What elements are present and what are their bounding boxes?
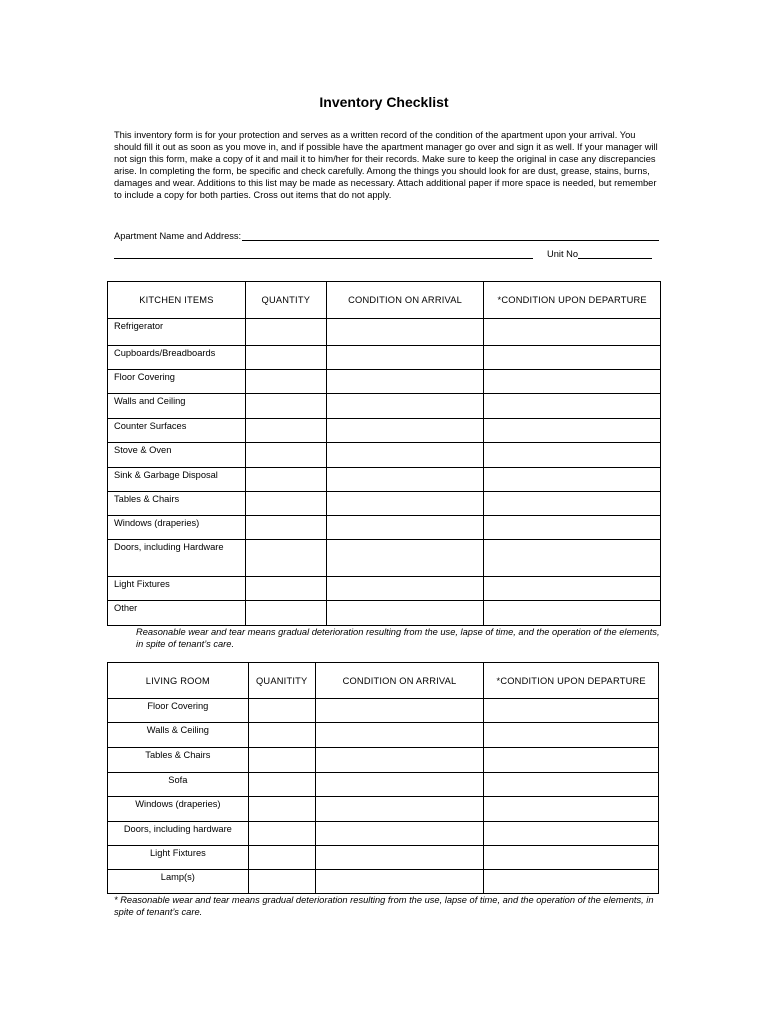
kitchen-item-label: Light Fixtures (108, 577, 246, 601)
kitchen-arrival-condition-cell[interactable] (326, 577, 484, 601)
living-header-cell: LIVING ROOM (108, 663, 249, 699)
kitchen-arrival-condition-cell[interactable] (326, 419, 484, 443)
kitchen-header-cell: *CONDITION UPON DEPARTURE (484, 282, 661, 319)
living-header-cell: *CONDITION UPON DEPARTURE (484, 663, 659, 699)
kitchen-departure-condition-cell[interactable] (484, 443, 661, 468)
kitchen-arrival-condition-cell[interactable] (326, 319, 484, 346)
kitchen-item-label: Windows (draperies) (108, 516, 246, 540)
kitchen-quantity-cell[interactable] (245, 443, 326, 468)
kitchen-quantity-cell[interactable] (245, 468, 326, 492)
living-arrival-condition-cell[interactable] (315, 822, 484, 846)
kitchen-quantity-cell[interactable] (245, 419, 326, 443)
living-item-label: Windows (draperies) (108, 797, 249, 822)
kitchen-arrival-condition-cell[interactable] (326, 443, 484, 468)
kitchen-quantity-cell[interactable] (245, 577, 326, 601)
kitchen-item-label: Refrigerator (108, 319, 246, 346)
living-arrival-condition-cell[interactable] (315, 723, 484, 748)
living-row (108, 748, 659, 773)
kitchen-header-cell: KITCHEN ITEMS (108, 282, 246, 319)
kitchen-item-label: Counter Surfaces (108, 419, 246, 443)
living-arrival-condition-cell[interactable] (315, 773, 484, 797)
living-quantity-cell[interactable] (248, 846, 315, 870)
living-arrival-condition-cell[interactable] (315, 870, 484, 894)
living-departure-condition-cell[interactable] (484, 870, 659, 894)
living-item-label: Doors, including hardware (108, 822, 249, 846)
living-arrival-condition-cell[interactable] (315, 797, 484, 822)
living-departure-condition-cell[interactable] (484, 797, 659, 822)
address-unit-row[interactable] (114, 248, 659, 259)
living-item-label: Light Fixtures (108, 846, 249, 870)
kitchen-row (108, 468, 661, 492)
page-title: Inventory Checklist (319, 94, 449, 110)
kitchen-arrival-condition-cell[interactable] (326, 468, 484, 492)
living-row (108, 699, 659, 723)
living-header-row (108, 663, 659, 699)
living-quantity-cell[interactable] (248, 822, 315, 846)
kitchen-quantity-cell[interactable] (245, 370, 326, 394)
wear-and-tear-footnote: * Reasonable wear and tear means gradual deterioration resulting from the use, lapse of time, and the operation of the elements, in spite of tenant’s care. (114, 895, 654, 917)
kitchen-arrival-condition-cell[interactable] (326, 346, 484, 370)
kitchen-quantity-cell[interactable] (245, 540, 326, 577)
kitchen-quantity-cell[interactable] (245, 319, 326, 346)
living-arrival-condition-cell[interactable] (315, 846, 484, 870)
living-room-table (107, 662, 659, 894)
address-blank-line-2[interactable] (114, 248, 533, 259)
living-row (108, 723, 659, 748)
living-quantity-cell[interactable] (248, 699, 315, 723)
wear-and-tear-note: Reasonable wear and tear means gradual deterioration resulting from the use, lapse of time, and the operation of the elements, in spite of tenant’s care. (136, 627, 660, 649)
kitchen-departure-condition-cell[interactable] (484, 468, 661, 492)
kitchen-departure-condition-cell[interactable] (484, 540, 661, 577)
kitchen-row (108, 419, 661, 443)
living-departure-condition-cell[interactable] (484, 699, 659, 723)
living-row (108, 773, 659, 797)
kitchen-arrival-condition-cell[interactable] (326, 492, 484, 516)
kitchen-row (108, 601, 661, 626)
kitchen-arrival-condition-cell[interactable] (326, 601, 484, 626)
kitchen-row (108, 394, 661, 419)
kitchen-row (108, 540, 661, 577)
living-item-label: Sofa (108, 773, 249, 797)
kitchen-departure-condition-cell[interactable] (484, 419, 661, 443)
kitchen-quantity-cell[interactable] (245, 346, 326, 370)
kitchen-items-table (107, 281, 661, 626)
living-row (108, 797, 659, 822)
kitchen-departure-condition-cell[interactable] (484, 601, 661, 626)
address-blank-line[interactable] (242, 230, 659, 241)
kitchen-arrival-condition-cell[interactable] (326, 370, 484, 394)
kitchen-item-label: Tables & Chairs (108, 492, 246, 516)
living-item-label: Lamp(s) (108, 870, 249, 894)
kitchen-quantity-cell[interactable] (245, 394, 326, 419)
kitchen-item-label: Cupboards/Breadboards (108, 346, 246, 370)
kitchen-arrival-condition-cell[interactable] (326, 516, 484, 540)
kitchen-arrival-condition-cell[interactable] (326, 394, 484, 419)
kitchen-departure-condition-cell[interactable] (484, 492, 661, 516)
living-header-cell: QUANITITY (248, 663, 315, 699)
living-row (108, 870, 659, 894)
living-departure-condition-cell[interactable] (484, 846, 659, 870)
kitchen-arrival-condition-cell[interactable] (326, 540, 484, 577)
living-item-label: Floor Covering (108, 699, 249, 723)
living-quantity-cell[interactable] (248, 870, 315, 894)
living-arrival-condition-cell[interactable] (315, 699, 484, 723)
living-quantity-cell[interactable] (248, 723, 315, 748)
living-header-cell: CONDITION ON ARRIVAL (315, 663, 484, 699)
living-quantity-cell[interactable] (248, 748, 315, 773)
living-departure-condition-cell[interactable] (484, 773, 659, 797)
kitchen-header-cell: CONDITION ON ARRIVAL (326, 282, 484, 319)
intro-paragraph: This inventory form is for your protection and serves as a written record of the condition of the apartment upon your arrival. You should fill it out as soon as you move in, and if possible have the apartment manager go over and sign it as well. If your manager will not sign this form, make a copy of it and mail it to him/her for their records. Make sure to keep the original in case any discrepancies arise. In completing the form, be specific and check carefully. Among the things you should look for are dust, grease, stains, burns, damages and wear. Additions to this list may be made as necessary. Attach additional paper if more space is needed, but remember to include a copy for both parties. Cross out items that do not apply. (114, 130, 658, 200)
living-departure-condition-cell[interactable] (484, 723, 659, 748)
living-quantity-cell[interactable] (248, 773, 315, 797)
living-arrival-condition-cell[interactable] (315, 748, 484, 773)
living-quantity-cell[interactable] (248, 797, 315, 822)
kitchen-quantity-cell[interactable] (245, 492, 326, 516)
kitchen-departure-condition-cell[interactable] (484, 394, 661, 419)
kitchen-item-label: Stove & Oven (108, 443, 246, 468)
kitchen-departure-condition-cell[interactable] (484, 370, 661, 394)
living-departure-condition-cell[interactable] (484, 748, 659, 773)
kitchen-item-label: Floor Covering (108, 370, 246, 394)
kitchen-item-label: Sink & Garbage Disposal (108, 468, 246, 492)
kitchen-header-row (108, 282, 661, 319)
kitchen-departure-condition-cell[interactable] (484, 319, 661, 346)
kitchen-row (108, 319, 661, 346)
kitchen-header-cell: QUANTITY (245, 282, 326, 319)
kitchen-quantity-cell[interactable] (245, 601, 326, 626)
kitchen-item-label: Doors, including Hardware (108, 540, 246, 577)
kitchen-row (108, 346, 661, 370)
unit-label: Unit No (547, 249, 579, 259)
living-departure-condition-cell[interactable] (484, 822, 659, 846)
living-item-label: Walls & Ceiling (108, 723, 249, 748)
kitchen-departure-condition-cell[interactable] (484, 516, 661, 540)
kitchen-row (108, 577, 661, 601)
living-item-label: Tables & Chairs (108, 748, 249, 773)
kitchen-departure-condition-cell[interactable] (484, 577, 661, 601)
unit-blank-line[interactable] (578, 248, 652, 259)
kitchen-row (108, 492, 661, 516)
kitchen-row (108, 516, 661, 540)
kitchen-quantity-cell[interactable] (245, 516, 326, 540)
address-field[interactable] (114, 230, 659, 241)
kitchen-item-label: Other (108, 601, 246, 626)
address-label: Apartment Name and Address: (114, 231, 242, 241)
kitchen-item-label: Walls and Ceiling (108, 394, 246, 419)
living-row (108, 846, 659, 870)
kitchen-row (108, 370, 661, 394)
kitchen-departure-condition-cell[interactable] (484, 346, 661, 370)
kitchen-row (108, 443, 661, 468)
living-row (108, 822, 659, 846)
